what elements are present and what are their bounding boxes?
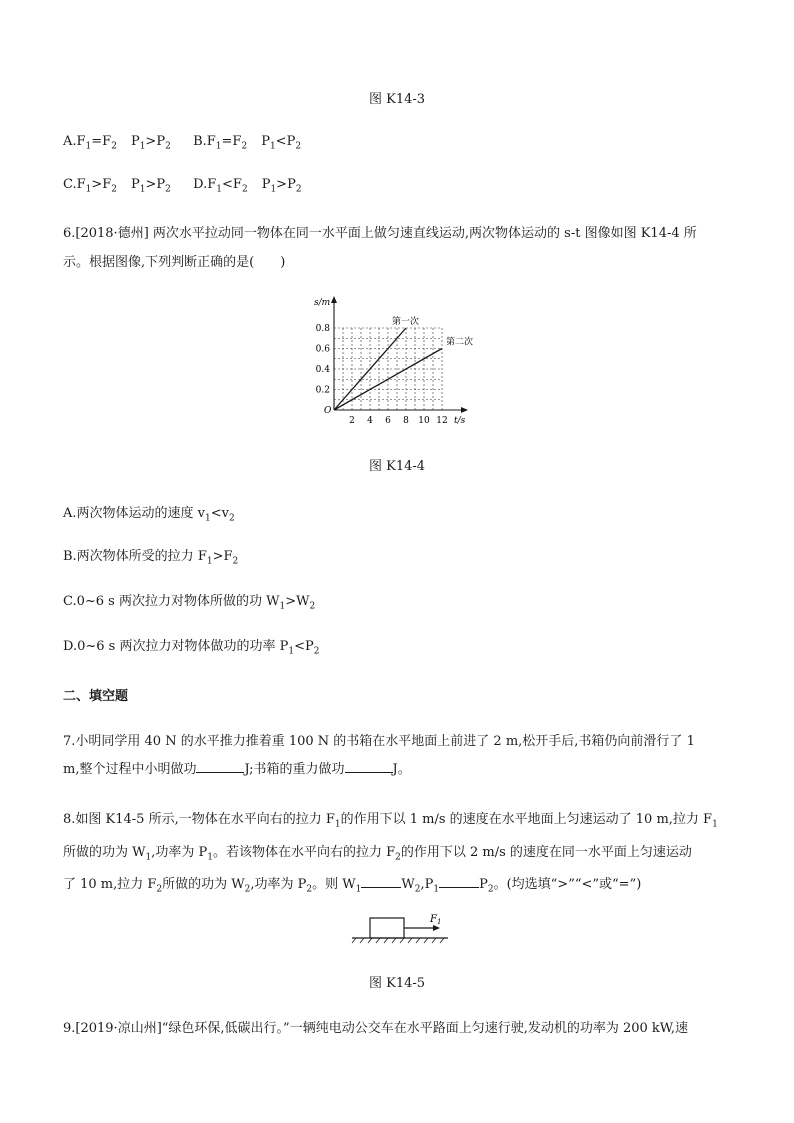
x-tick-label: 4 <box>367 416 373 426</box>
q8-blank-1[interactable] <box>361 875 401 888</box>
y-tick-label: 0.6 <box>315 344 330 355</box>
st-graph-k14-4 <box>300 292 490 432</box>
q5-option-c: $C.F_1>F_2$ $P_1>P_2$ <box>63 177 171 195</box>
x-tick-label: 10 <box>418 416 430 426</box>
figure-caption-k14-5: 图 K14-5 <box>368 976 426 991</box>
q6-option-b: B.两次物体所受的拉力 $F_1>F_2$ <box>63 549 239 567</box>
section-heading-fill-in: 二、填空题 <box>63 689 129 704</box>
q6-stem-line-1: 6.[2018·德州] 两次水平拉动同一物体在同一水平面上做匀速直线运动,两次物体运动的 s-t 图像如图 K14-4 所 <box>63 226 697 241</box>
q7-blank-2[interactable] <box>345 760 393 773</box>
q7-blank-1[interactable] <box>196 760 244 773</box>
chart-axes <box>331 296 468 413</box>
q5-option-a: $A.F_1=F_2$ $P_1>P_2$ <box>63 134 171 152</box>
x-axis-arrow <box>461 407 468 413</box>
q6-option-a: A.两次物体运动的速度 $v_1<v_2$ <box>63 506 235 524</box>
q6-option-c: C.0~6 s 两次拉力对物体所做的功 $W_1>W_2$ <box>63 594 316 612</box>
block-force-diagram <box>350 912 450 944</box>
q9-stem-line-1: 9.[2019·凉山州]“绿色环保,低碳出行。”一辆纯电动公交车在水平路面上匀速行驶,发动机的功率为 200 kW,速 <box>63 1021 688 1036</box>
y-axis-label: s/m <box>314 298 331 308</box>
x-tick-label: 12 <box>436 416 448 426</box>
chart-labels <box>314 298 473 426</box>
y-tick-label: 0.8 <box>315 324 330 334</box>
series-label-2: 第二次 <box>446 337 474 348</box>
figure-caption-k14-3: 图 K14-3 <box>368 92 426 107</box>
x-axis-label: t/s <box>454 416 466 426</box>
q5-options-row-2 <box>63 177 302 195</box>
q5-option-b: $B.F_1=F_2$ $P_1<P_2$ <box>193 134 302 152</box>
x-tick-label: 8 <box>403 416 409 426</box>
x-tick-label: 2 <box>349 416 355 426</box>
q8-question: 8.如图 K14-5 所示,一物体在水平向右的拉力 $F_1$的作用下以 1 m/s 的速度在水平地面上匀速运动了 10 m,拉力 $F_1$ 所做的功为 $W_1$,功率为 $P_1$。若该物体在水平向右的拉力 $F_2$的作用下以 2 m/s 的速度在同一水平面上匀速运动 了 10 m,拉力 $F_2$所做的功为 $W_2$,功率为 $P_2$。则 $W_1$ $W_2,P_1$ $P_2$。(均选填“>”“<”或“=”) <box>63 812 718 895</box>
q8-blank-2[interactable] <box>439 875 479 888</box>
y-tick-label: 0.2 <box>315 385 330 396</box>
q7-question: 7.小明同学用 40 N 的水平推力推着重 100 N 的书箱在水平地面上前进了 2 m,松开手后,书箱仍向前滑行了 1 m,整个过程中小明做功 J;书箱的重力做功 J。 <box>63 734 695 777</box>
origin-label: O <box>324 406 332 416</box>
y-axis-arrow <box>331 296 337 303</box>
q6-stem-line-2: 示。根据图像,下列判断正确的是( ) <box>63 255 286 270</box>
force-label: $F_1$ <box>430 914 442 926</box>
block <box>370 918 404 938</box>
chart-grid <box>334 328 442 410</box>
y-tick-label: 0.4 <box>315 365 330 375</box>
figure-caption-k14-4: 图 K14-4 <box>368 459 426 474</box>
x-tick-label: 6 <box>385 416 391 426</box>
q6-option-d: D.0~6 s 两次拉力对物体做功的功率 $P_1<P_2$ <box>63 639 320 657</box>
chart-ticks <box>316 324 448 426</box>
q5-option-d: $D.F_1<F_2$ $P_1>P_2$ <box>193 177 302 195</box>
ground-hatch <box>352 938 444 943</box>
series-label-1: 第一次 <box>392 317 420 327</box>
q5-options-row-1 <box>63 134 301 152</box>
